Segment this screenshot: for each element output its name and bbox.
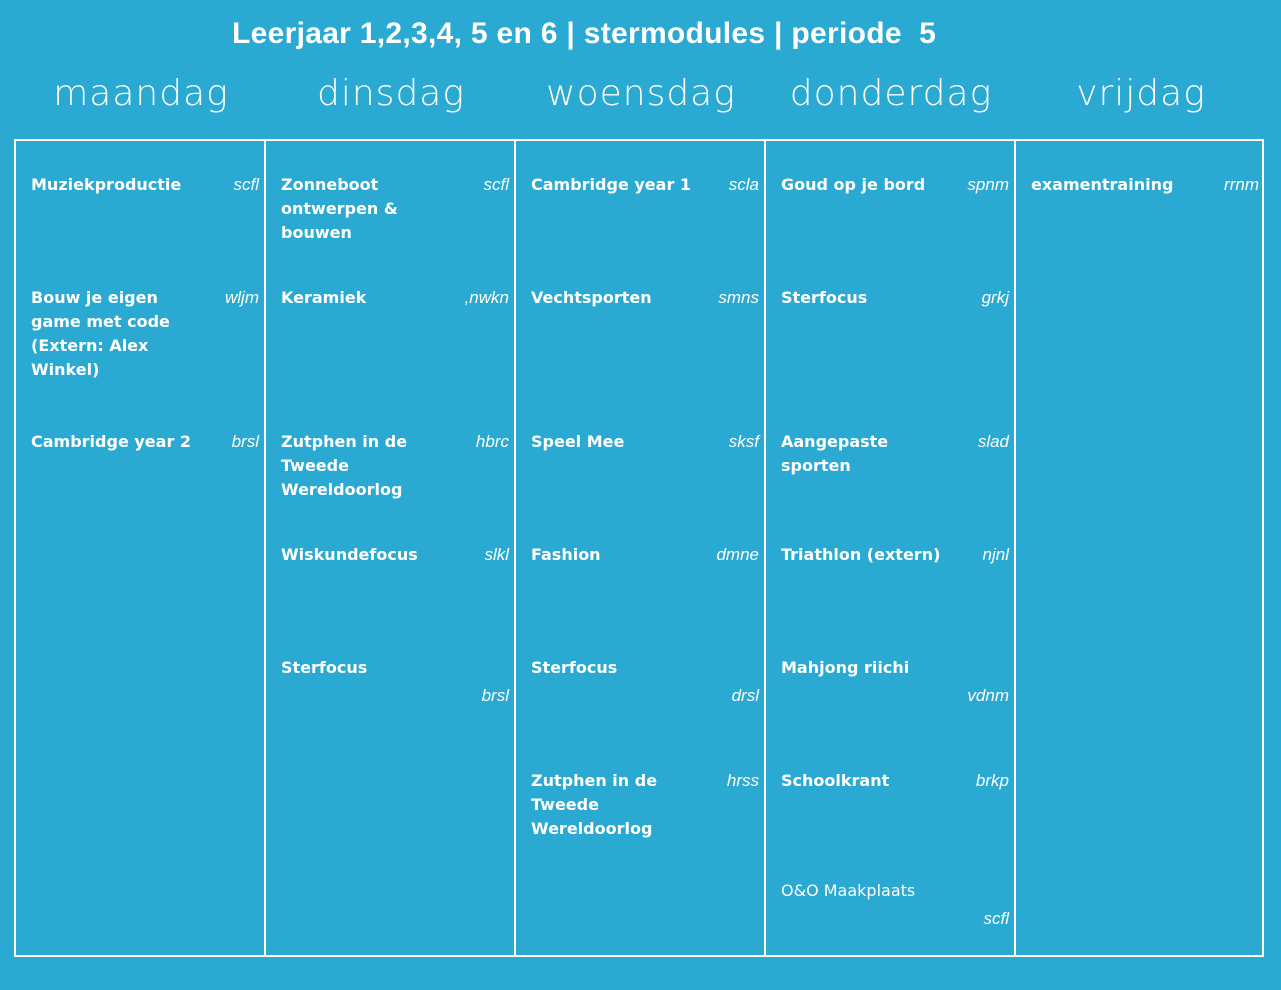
teacher-code: spnm — [967, 175, 1009, 194]
teacher-code: brsl — [231, 432, 259, 451]
teacher-code: rrnm — [1224, 175, 1259, 194]
day-header-maandag: maandag — [53, 73, 229, 114]
teacher-code: vdnm — [967, 686, 1009, 705]
module-name: Cambridge year 2 — [31, 432, 192, 451]
module-name: Keramiek — [281, 288, 367, 307]
column-divider — [514, 141, 516, 955]
module-name: Cambridge year 1 — [531, 175, 692, 194]
teacher-code: hrss — [726, 771, 759, 790]
module-name: Sterfocus — [781, 288, 868, 307]
teacher-code: scfl — [483, 175, 509, 194]
day-header-dinsdag: dinsdag — [317, 73, 465, 114]
teacher-code: ,nwkn — [464, 288, 509, 307]
column-divider — [1014, 141, 1016, 955]
column-divider — [764, 141, 766, 955]
teacher-code: slad — [977, 432, 1009, 451]
teacher-code: wljm — [225, 288, 259, 307]
page-title: Leerjaar 1,2,3,4, 5 en 6 | stermodules | periode 5 — [232, 17, 937, 50]
module-name: Muziekproductie — [31, 175, 182, 194]
teacher-code: smns — [718, 288, 759, 307]
teacher-code: scla — [728, 175, 759, 194]
module-name: Sterfocus — [281, 658, 368, 677]
module-name: Mahjong riichi — [781, 658, 910, 677]
teacher-code: dmne — [716, 545, 759, 564]
module-name: Zutphen in de Tweede Wereldoorlog — [531, 771, 658, 838]
module-name: Goud op je bord — [781, 175, 926, 194]
teacher-code: sksf — [728, 432, 759, 451]
module-name: Aangepaste sporten — [781, 432, 889, 475]
module-name: Vechtsporten — [531, 288, 652, 307]
module-name: Fashion — [531, 545, 601, 564]
module-name: Sterfocus — [531, 658, 618, 677]
day-header-vrijdag: vrijdag — [1076, 73, 1206, 114]
module-name: examentraining — [1031, 175, 1174, 194]
module-name: Bouw je eigen game met code (Extern: Alex Winkel) — [31, 288, 170, 379]
module-name: Wiskundefocus — [281, 545, 418, 564]
teacher-code: scfl — [233, 175, 259, 194]
teacher-code: drsl — [731, 686, 759, 705]
teacher-code: scfl — [983, 909, 1009, 928]
teacher-code: slkl — [484, 545, 509, 564]
module-name: Zutphen in de Tweede Wereldoorlog — [281, 432, 408, 499]
day-header-woensdag: woensdag — [546, 73, 736, 114]
module-name: Zonneboot ontwerpen & bouwen — [281, 175, 398, 242]
module-name: Speel Mee — [531, 432, 625, 451]
teacher-code: brsl — [481, 686, 509, 705]
module-name: Schoolkrant — [781, 771, 890, 790]
teacher-code: hbrc — [475, 432, 509, 451]
teacher-code: brkp — [975, 771, 1009, 790]
module-name: Triathlon (extern) — [781, 545, 941, 564]
teacher-code: grkj — [981, 288, 1009, 307]
teacher-code: njnl — [982, 545, 1009, 564]
column-divider — [264, 141, 266, 955]
day-header-donderdag: donderdag — [789, 73, 993, 114]
module-name: O&O Maakplaats — [781, 881, 916, 900]
